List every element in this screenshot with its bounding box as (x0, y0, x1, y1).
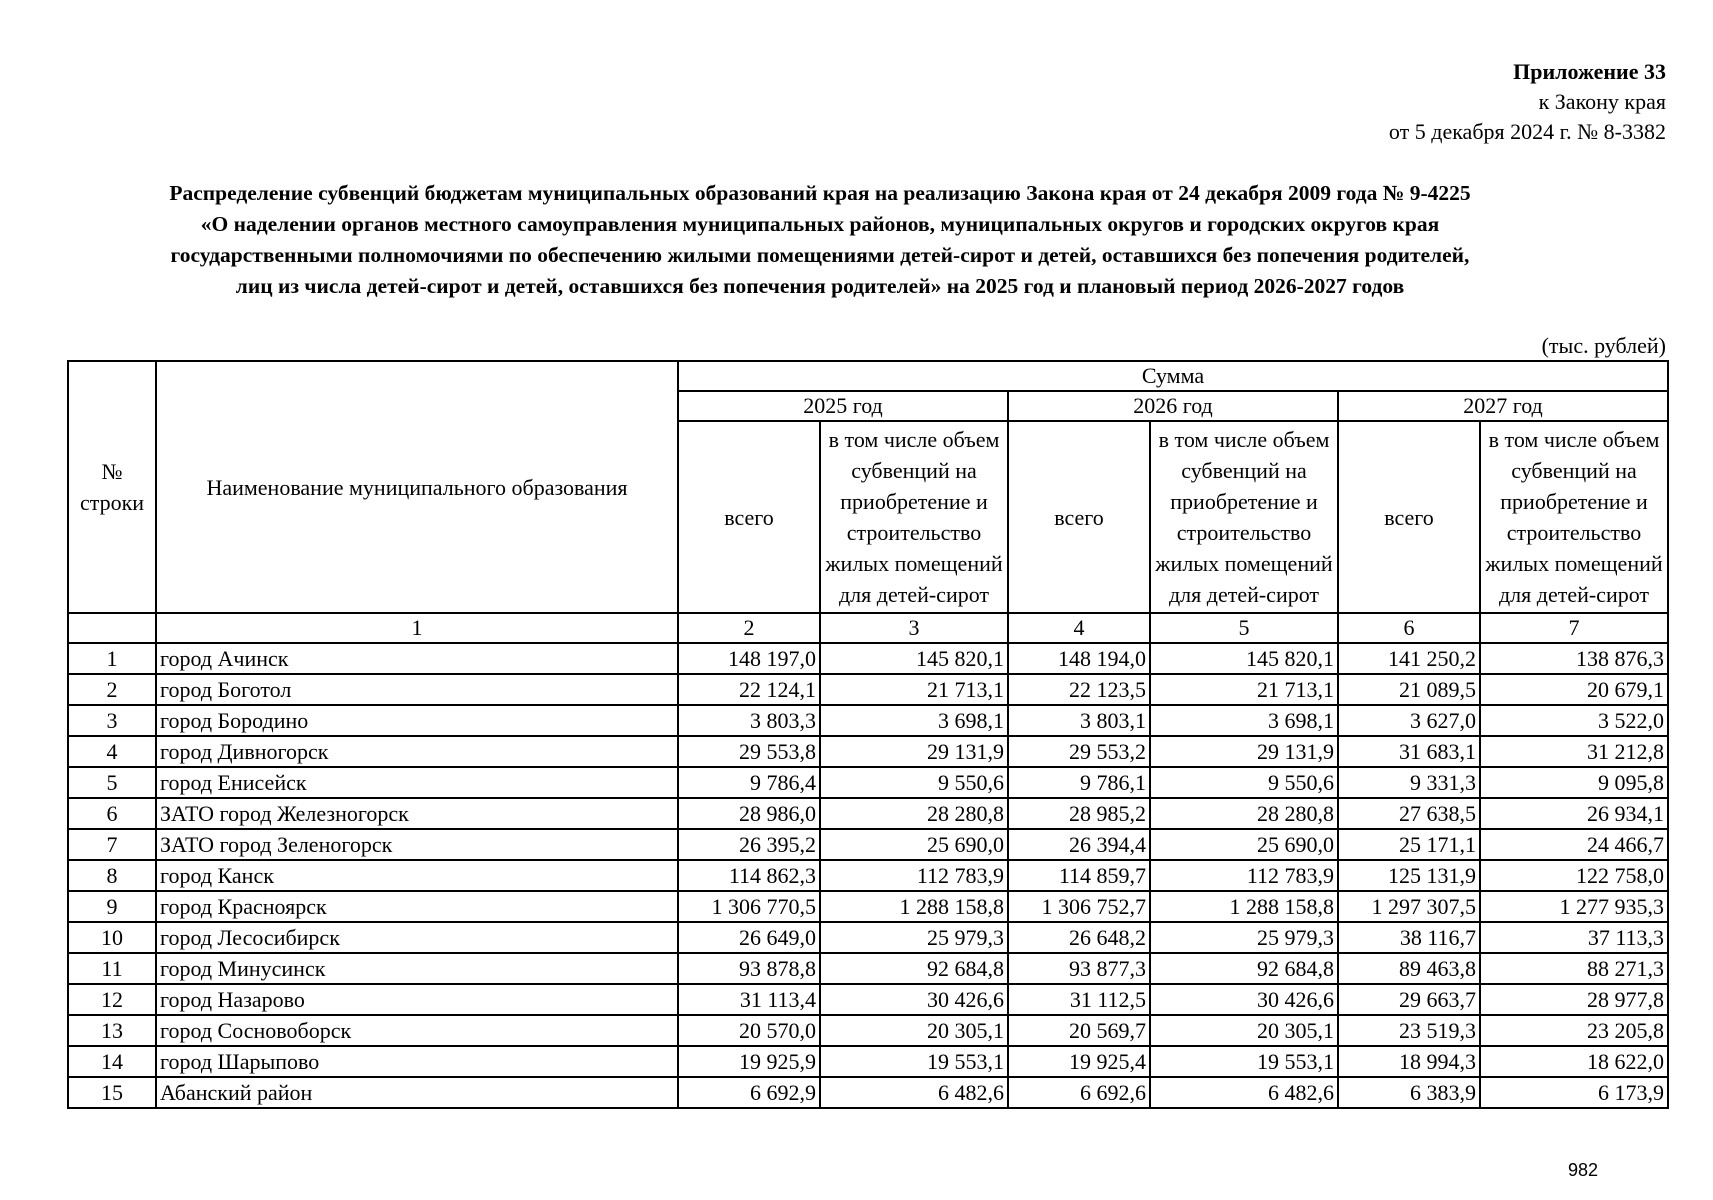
table-row (68, 1046, 1668, 1077)
municipality-name: город Шарыпово (156, 1046, 678, 1077)
municipality-name: город Бородино (156, 705, 678, 736)
table-row (68, 922, 1668, 953)
amount-orphans-housing: 25 979,3 (820, 922, 1008, 953)
row-number: 1 (68, 643, 156, 674)
amount-orphans-housing: 20 305,1 (820, 1015, 1008, 1046)
amount-total: 31 683,1 (1338, 736, 1480, 767)
municipality-name: ЗАТО город Железногорск (156, 798, 678, 829)
table-row (68, 1077, 1668, 1108)
amount-orphans-housing: 23 205,8 (1480, 1015, 1668, 1046)
column-number: 3 (820, 613, 1008, 643)
amount-total: 141 250,2 (1338, 643, 1480, 674)
amount-total: 26 394,4 (1008, 829, 1150, 860)
row-number: 9 (68, 891, 156, 922)
row-number: 13 (68, 1015, 156, 1046)
table-row (68, 643, 1668, 674)
amount-orphans-housing: 3 698,1 (1150, 705, 1338, 736)
amount-total: 22 124,1 (678, 674, 820, 705)
table-row (68, 674, 1668, 705)
amount-orphans-housing: 20 679,1 (1480, 674, 1668, 705)
municipality-name: Абанский район (156, 1077, 678, 1108)
header-included: в том числе объем субвенций на приобретение и строительство жилых помещений для детей-сирот (1480, 421, 1668, 613)
header-year-2026: 2026 год (1008, 391, 1338, 421)
column-number: 1 (156, 613, 678, 643)
amount-total: 19 925,4 (1008, 1046, 1150, 1077)
column-numbers-row (68, 613, 1668, 643)
row-number: 12 (68, 984, 156, 1015)
amount-total: 29 553,2 (1008, 736, 1150, 767)
table-row (68, 705, 1668, 736)
amount-orphans-housing: 92 684,8 (820, 953, 1008, 984)
amount-orphans-housing: 6 482,6 (820, 1077, 1008, 1108)
amount-total: 148 194,0 (1008, 643, 1150, 674)
amount-total: 1 306 752,7 (1008, 891, 1150, 922)
amount-orphans-housing: 29 131,9 (1150, 736, 1338, 767)
column-number: 4 (1008, 613, 1150, 643)
row-number: 4 (68, 736, 156, 767)
amount-orphans-housing: 31 212,8 (1480, 736, 1668, 767)
header-included: в том числе объем субвенций на приобретение и строительство жилых помещений для детей-сирот (1150, 421, 1338, 613)
row-number: 14 (68, 1046, 156, 1077)
table-row (68, 767, 1668, 798)
appendix-header (1389, 57, 1666, 147)
page-number: 982 (1568, 1160, 1599, 1180)
amount-total: 20 569,7 (1008, 1015, 1150, 1046)
municipality-name: город Сосновоборск (156, 1015, 678, 1046)
municipality-name: город Лесосибирск (156, 922, 678, 953)
amount-orphans-housing: 19 553,1 (1150, 1046, 1338, 1077)
amount-orphans-housing: 28 280,8 (820, 798, 1008, 829)
amount-total: 6 692,6 (1008, 1077, 1150, 1108)
row-number: 2 (68, 674, 156, 705)
header-sum: Сумма (678, 361, 1668, 391)
row-number: 15 (68, 1077, 156, 1108)
municipality-name: город Ачинск (156, 643, 678, 674)
municipality-name: город Канск (156, 860, 678, 891)
table-row (68, 891, 1668, 922)
row-number: 11 (68, 953, 156, 984)
municipality-name: город Боготол (156, 674, 678, 705)
amount-total: 28 985,2 (1008, 798, 1150, 829)
column-number: 5 (1150, 613, 1338, 643)
amount-orphans-housing: 92 684,8 (1150, 953, 1338, 984)
amount-total: 89 463,8 (1338, 953, 1480, 984)
amount-total: 23 519,3 (1338, 1015, 1480, 1046)
amount-orphans-housing: 9 095,8 (1480, 767, 1668, 798)
amount-orphans-housing: 6 482,6 (1150, 1077, 1338, 1108)
table-row (68, 1015, 1668, 1046)
municipality-name: город Минусинск (156, 953, 678, 984)
amount-total: 38 116,7 (1338, 922, 1480, 953)
amount-total: 20 570,0 (678, 1015, 820, 1046)
amount-total: 18 994,3 (1338, 1046, 1480, 1077)
municipality-name: город Дивногорск (156, 736, 678, 767)
amount-orphans-housing: 112 783,9 (820, 860, 1008, 891)
amount-total: 93 877,3 (1008, 953, 1150, 984)
amount-orphans-housing: 1 288 158,8 (820, 891, 1008, 922)
municipality-name: город Назарово (156, 984, 678, 1015)
amount-orphans-housing: 6 173,9 (1480, 1077, 1668, 1108)
row-number: 8 (68, 860, 156, 891)
amount-total: 125 131,9 (1338, 860, 1480, 891)
header-row-number: № строки (68, 361, 156, 613)
distribution-table (67, 360, 1669, 1109)
amount-orphans-housing: 30 426,6 (1150, 984, 1338, 1015)
amount-orphans-housing: 19 553,1 (820, 1046, 1008, 1077)
amount-orphans-housing: 24 466,7 (1480, 829, 1668, 860)
amount-orphans-housing: 37 113,3 (1480, 922, 1668, 953)
amount-total: 1 306 770,5 (678, 891, 820, 922)
amount-total: 28 986,0 (678, 798, 820, 829)
title-line: «О наделении органов местного самоуправления муниципальных районов, муниципальных округов и городских округов края (200, 212, 1440, 236)
header-total: всего (1008, 421, 1150, 613)
amount-total: 31 112,5 (1008, 984, 1150, 1015)
header-total: всего (1338, 421, 1480, 613)
title-line: Распределение субвенций бюджетам муниципальных образований края на реализацию Закона края от 24 декабря 2009 года № 9-4225 (169, 181, 1471, 205)
table-row (68, 860, 1668, 891)
amount-orphans-housing: 138 876,3 (1480, 643, 1668, 674)
amount-orphans-housing: 28 280,8 (1150, 798, 1338, 829)
table-row (68, 984, 1668, 1015)
amount-total: 26 649,0 (678, 922, 820, 953)
amount-orphans-housing: 145 820,1 (820, 643, 1008, 674)
amount-total: 29 663,7 (1338, 984, 1480, 1015)
table-row (68, 953, 1668, 984)
amount-total: 9 786,4 (678, 767, 820, 798)
amount-orphans-housing: 20 305,1 (1150, 1015, 1338, 1046)
units-label: (тыс. рублей) (1541, 333, 1666, 358)
amount-orphans-housing: 21 713,1 (1150, 674, 1338, 705)
title-line: лиц из числа детей-сирот и детей, оставшихся без попечения родителей» на 2025 год и плановый период 2026-2027 годов (235, 274, 1405, 298)
appendix-law-ref: к Закону края (1538, 89, 1666, 114)
amount-total: 114 862,3 (678, 860, 820, 891)
row-number: 5 (68, 767, 156, 798)
amount-total: 26 395,2 (678, 829, 820, 860)
document-title (60, 178, 1580, 302)
amount-total: 93 878,8 (678, 953, 820, 984)
row-number: 3 (68, 705, 156, 736)
amount-total: 1 297 307,5 (1338, 891, 1480, 922)
amount-total: 9 331,3 (1338, 767, 1480, 798)
table-row (68, 736, 1668, 767)
amount-orphans-housing: 30 426,6 (820, 984, 1008, 1015)
amount-orphans-housing: 18 622,0 (1480, 1046, 1668, 1077)
amount-orphans-housing: 1 288 158,8 (1150, 891, 1338, 922)
amount-orphans-housing: 25 690,0 (820, 829, 1008, 860)
amount-orphans-housing: 21 713,1 (820, 674, 1008, 705)
amount-total: 9 786,1 (1008, 767, 1150, 798)
amount-total: 26 648,2 (1008, 922, 1150, 953)
amount-orphans-housing: 28 977,8 (1480, 984, 1668, 1015)
amount-total: 22 123,5 (1008, 674, 1150, 705)
header-year-2027: 2027 год (1338, 391, 1668, 421)
amount-orphans-housing: 29 131,9 (820, 736, 1008, 767)
amount-orphans-housing: 3 522,0 (1480, 705, 1668, 736)
amount-total: 31 113,4 (678, 984, 820, 1015)
amount-orphans-housing: 9 550,6 (1150, 767, 1338, 798)
appendix-date: от 5 декабря 2024 г. № 8-3382 (1388, 119, 1666, 144)
amount-total: 114 859,7 (1008, 860, 1150, 891)
amount-orphans-housing: 1 277 935,3 (1480, 891, 1668, 922)
amount-orphans-housing: 25 690,0 (1150, 829, 1338, 860)
amount-total: 148 197,0 (678, 643, 820, 674)
amount-orphans-housing: 26 934,1 (1480, 798, 1668, 829)
column-number: 6 (1338, 613, 1480, 643)
amount-total: 3 627,0 (1338, 705, 1480, 736)
municipality-name: город Красноярск (156, 891, 678, 922)
row-number: 7 (68, 829, 156, 860)
amount-total: 29 553,8 (678, 736, 820, 767)
header-name: Наименование муниципального образования (156, 361, 678, 613)
amount-total: 6 383,9 (1338, 1077, 1480, 1108)
amount-total: 21 089,5 (1338, 674, 1480, 705)
amount-total: 19 925,9 (678, 1046, 820, 1077)
amount-orphans-housing: 112 783,9 (1150, 860, 1338, 891)
amount-orphans-housing: 145 820,1 (1150, 643, 1338, 674)
title-line: государственными полномочиями по обеспечению жилыми помещениями детей-сирот и детей, оставшихся без попечения родителей, (170, 243, 1470, 267)
table-row (68, 798, 1668, 829)
table-row (68, 829, 1668, 860)
column-number: 2 (678, 613, 820, 643)
row-number: 6 (68, 798, 156, 829)
amount-total: 3 803,1 (1008, 705, 1150, 736)
amount-orphans-housing: 9 550,6 (820, 767, 1008, 798)
amount-orphans-housing: 88 271,3 (1480, 953, 1668, 984)
amount-orphans-housing: 122 758,0 (1480, 860, 1668, 891)
municipality-name: город Енисейск (156, 767, 678, 798)
amount-total: 3 803,3 (678, 705, 820, 736)
header-year-2025: 2025 год (678, 391, 1008, 421)
header-total: всего (678, 421, 820, 613)
column-number-empty (68, 613, 156, 643)
column-number: 7 (1480, 613, 1668, 643)
header-included: в том числе объем субвенций на приобретение и строительство жилых помещений для детей-сирот (820, 421, 1008, 613)
amount-total: 25 171,1 (1338, 829, 1480, 860)
municipality-name: ЗАТО город Зеленогорск (156, 829, 678, 860)
amount-orphans-housing: 3 698,1 (820, 705, 1008, 736)
amount-orphans-housing: 25 979,3 (1150, 922, 1338, 953)
amount-total: 6 692,9 (678, 1077, 820, 1108)
appendix-title: Приложение 33 (1513, 59, 1666, 84)
amount-total: 27 638,5 (1338, 798, 1480, 829)
row-number: 10 (68, 922, 156, 953)
